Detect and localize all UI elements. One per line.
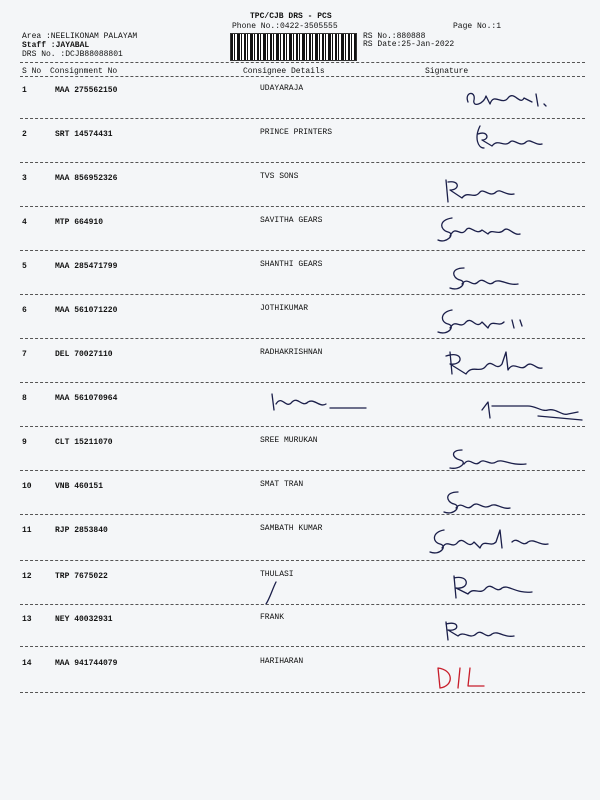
- pen-stroke: [262, 580, 282, 606]
- row-consignment: MAA 275562150: [55, 86, 118, 95]
- signature-mark: [428, 526, 553, 560]
- row-consignment: TRP 7675022: [55, 572, 108, 581]
- row-consignee: SREE MURUKAN: [260, 436, 318, 445]
- row-consignee: THULASI: [260, 570, 294, 579]
- divider: [20, 62, 585, 63]
- row-consignee: SAMBATH KUMAR: [260, 524, 323, 533]
- row-consignee: HARIHARAN: [260, 657, 304, 666]
- divider: [20, 646, 585, 647]
- row-consignment: VNB 460151: [55, 482, 104, 491]
- row-sno: 7: [22, 350, 27, 359]
- row-consignment: MTP 664910: [55, 218, 104, 227]
- row-consignment: MAA 285471799: [55, 262, 118, 271]
- document-title: TPC/CJB DRS - PCS: [250, 12, 332, 21]
- divider: [20, 692, 585, 693]
- phone-number: Phone No.:0422-3505555: [232, 22, 338, 31]
- signature-mark: [436, 214, 526, 248]
- row-consignment: CLT 15211070: [55, 438, 113, 447]
- row-consignee: SMAT TRAN: [260, 480, 304, 489]
- row-consignment: MAA 856952326: [55, 174, 118, 183]
- divider: [20, 382, 585, 383]
- signature-mark: [436, 306, 526, 338]
- row-sno: 4: [22, 218, 27, 227]
- handwritten-note-mark: [434, 664, 504, 692]
- signature-mark: [436, 348, 546, 380]
- row-sno: 11: [22, 526, 32, 535]
- barcode: [230, 33, 357, 61]
- row-consignee: UDAYARAJA: [260, 84, 304, 93]
- signature-mark: [478, 398, 588, 428]
- row-consignment: SRT 14574431: [55, 130, 113, 139]
- row-sno: 3: [22, 174, 27, 183]
- signature-mark: [462, 84, 552, 114]
- divider: [20, 250, 585, 251]
- divider: [20, 604, 585, 605]
- row-consignment: NEY 40032931: [55, 615, 113, 624]
- divider: [20, 294, 585, 295]
- row-consignment: MAA 561070964: [55, 394, 118, 403]
- row-sno: 9: [22, 438, 27, 447]
- column-header-consignment: Consignment No: [50, 67, 118, 76]
- row-consignee: TVS SONS: [260, 172, 299, 181]
- divider: [20, 76, 585, 77]
- signature-mark: [446, 264, 526, 294]
- row-consignee: FRANK: [260, 613, 285, 622]
- signature-mark: [470, 124, 550, 154]
- row-sno: 14: [22, 659, 32, 668]
- signature-mark: [442, 176, 522, 206]
- row-sno: 5: [22, 262, 27, 271]
- page-number: Page No.:1: [453, 22, 502, 31]
- divider: [20, 118, 585, 119]
- row-sno: 8: [22, 394, 27, 403]
- divider: [20, 514, 585, 515]
- divider: [20, 426, 585, 427]
- row-sno: 13: [22, 615, 32, 624]
- divider: [20, 560, 585, 561]
- row-consignee: JOTHIKUMAR: [260, 304, 309, 313]
- row-sno: 1: [22, 86, 27, 95]
- row-consignment: RJP 2853840: [55, 526, 108, 535]
- signature-mark: [440, 618, 520, 644]
- rs-number: RS No.:880888: [363, 32, 426, 41]
- row-sno: 6: [22, 306, 27, 315]
- divider: [20, 162, 585, 163]
- row-consignee: SAVITHA GEARS: [260, 216, 323, 225]
- rs-date: RS Date:25-Jan-2022: [363, 40, 455, 49]
- signature-mark: [448, 572, 538, 602]
- row-consignment: MAA 941744079: [55, 659, 118, 668]
- divider: [20, 470, 585, 471]
- signature-mark: [268, 390, 368, 416]
- row-consignee: SHANTHI GEARS: [260, 260, 323, 269]
- row-consignee: PRINCE PRINTERS: [260, 128, 333, 137]
- divider: [20, 338, 585, 339]
- row-consignment: MAA 561071220: [55, 306, 118, 315]
- staff-label: Staff :JAYABAL: [22, 41, 90, 50]
- column-header-consignee: Consignee Details: [243, 67, 325, 76]
- row-sno: 2: [22, 130, 27, 139]
- column-header-signature: Signature: [425, 67, 469, 76]
- row-sno: 10: [22, 482, 32, 491]
- row-consignee: RADHAKRISHNAN: [260, 348, 323, 357]
- row-consignment: DEL 70027110: [55, 350, 113, 359]
- row-sno: 12: [22, 572, 32, 581]
- column-header-sno: S No: [22, 67, 42, 76]
- area-label: Area :NEELIKONAM PALAYAM: [22, 32, 138, 41]
- divider: [20, 206, 585, 207]
- drs-number: DRS No. :DCJB88088801: [22, 50, 123, 59]
